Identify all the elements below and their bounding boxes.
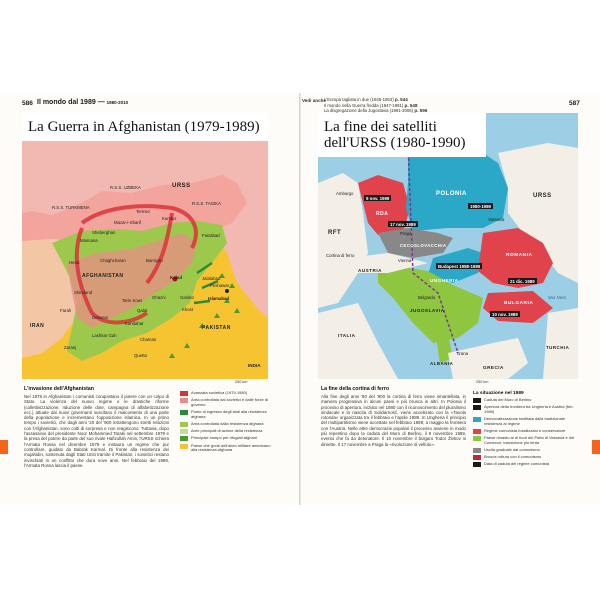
city-lashkargah: Lashkar Gah <box>92 333 117 338</box>
label-polonia: POLONIA <box>436 191 467 197</box>
label-romania: ROMANIA <box>506 253 533 258</box>
city-sheberghan: Sheberghan <box>92 230 116 235</box>
legend-item <box>473 436 577 445</box>
legend-label: Brusca rottura con il comunismo <box>484 453 542 459</box>
page-title-right: La fine dei satelliti dell'URSS (1980-1990) <box>318 113 486 157</box>
city-delaram: Delaram <box>92 315 109 320</box>
city-kunduz: Kunduz <box>162 216 177 221</box>
city-bamiyan: Bamiyan <box>146 258 163 263</box>
page-number-right: 587 <box>569 100 580 107</box>
city-khost: Khost <box>182 307 193 312</box>
legend-label: Apertura della frontiera tra Ungheria e Austria (feb. 1989) <box>484 404 574 414</box>
label-india: INDIA <box>248 363 261 368</box>
legend-label: Principale campo per rifugiati afghani <box>191 435 257 441</box>
city-praga: Praga <box>400 231 412 236</box>
legend-swatch <box>180 422 188 427</box>
city-shindand: Shindand <box>74 290 93 295</box>
legend-label: Aree principali di azione della resistenza <box>191 427 263 433</box>
legend-swatch <box>473 429 481 434</box>
city-islamabad: Islamabad <box>208 296 230 301</box>
legend-swatch <box>180 398 188 403</box>
city-belgrado: Belgrado <box>418 295 436 300</box>
city-farah: Farah <box>60 308 72 313</box>
legend-item <box>473 429 577 434</box>
date-sofia: 10 nov. 1989 <box>492 311 518 317</box>
label-albania: ALBANIA <box>430 361 454 366</box>
label-urss-right: URSS <box>533 193 552 199</box>
city-vienna: Vienna <box>398 258 412 263</box>
page-number-left: 586 <box>22 100 33 107</box>
label-pakistan: PAKISTAN <box>202 325 231 331</box>
city-ghazni: Ghazni <box>152 295 166 300</box>
legend-swatch <box>180 444 188 449</box>
label-jugoslavia: JUGOSLAVIA <box>410 308 445 313</box>
city-tirana: Tirana <box>456 351 469 356</box>
legend-swatch <box>180 429 188 434</box>
legend-item <box>473 448 577 453</box>
city-peshawar: Peshawar <box>210 283 230 288</box>
city-gardez: Gardez <box>180 295 195 300</box>
legend-item <box>180 436 272 441</box>
right-page <box>301 93 600 505</box>
label-afghanistan: AFGHANISTAN <box>82 273 124 279</box>
city-zaranj: Zaranj <box>64 345 77 350</box>
legend-label: Area controllata dai sovietici e dalle forze di governo <box>191 397 268 407</box>
legend-item <box>180 410 272 419</box>
city-herat: Herat <box>69 260 80 265</box>
legend-swatch <box>473 405 481 410</box>
legend-item <box>473 417 577 426</box>
city-tarinkowt: Tarin Kowt <box>122 298 143 303</box>
label-urss: URSS <box>172 183 191 189</box>
legend-item <box>180 391 272 396</box>
date-prague: 17 nov. 1989 <box>390 221 416 227</box>
label-austria: AUSTRIA <box>358 268 382 273</box>
running-title: Il mondo dal 1989 — 1980-2010 <box>37 99 129 106</box>
label-cortina-di-ferro: Cortina di ferro <box>326 253 355 258</box>
left-body-text: Nel 1978 in Afghanistan i comunisti conquistano il potere con un colpo di Stato. La violenza del nuovo regime e le drastiche riforme (collettivizzazione, riduzione delle dote, campagna di alfabetizzazione ecc.) attuate dai nuovi governanti suscitano il malcontento di una parte della popolazione e incrementano l'opposizione islamica. In un primo tempo i sovietici, che dagli anni '20 del '900 intrattengono stretti relazioni con l'Afghanistan, sono colti di sorpresa e non reagiscono. Tuttavia, dopo l'assassinio del presidente Noor Mohammed Taraki nel settembre 1979 e la presa del potere da parte del suo rivale Hafizullah Amin, l'URSS schiera l'Armata Rossa nel dicembre 1979 e instaura un regime che pur controllare, guidato da Babrak Karmal. Di fronte alla resistenza dei mujahidin, sostenuta dagli Stati Uniti tramite il Pakistan, i sovietici restano invischiati in un conflitto che dura nove anni. Nel febbraio del 1989, l'Armata Rossa lascia il paese. <box>24 394 169 468</box>
left-page-edge-tab <box>0 440 8 454</box>
label-grecia: GRECIA <box>483 365 504 370</box>
city-kandahar: Kandahar <box>125 321 144 326</box>
left-legend <box>180 391 272 455</box>
legend-item <box>473 398 577 403</box>
legend-label: Data di caduta del regime comunista <box>484 461 549 467</box>
city-qalat: Qalat <box>137 308 148 313</box>
see-also <box>302 97 428 114</box>
see-also-label: Vedi anche <box>302 98 327 103</box>
legend-swatch <box>473 398 481 403</box>
legend-swatch <box>473 448 481 453</box>
right-body-text: Alla fine degli anni '80 del '900 la cortina di ferro viene smantellata, in maniera progressiva in alcuni paesi e più brusca in altri. In Polonia il processo di apertura, iniziato nel 1980 con il riconoscimento del pluralismo sindacale e la nascita di Solidarność, viene accelerato con la «Tavola rotonda» organizzata tra il febbraio e l'aprile 1989. In Ungheria il principio del multipartitismo viene accettato nel febbraio 1989; a maggio la frontiera con l'Austria. Nelle altre democrazie popolari il processo avviene in modo più repentino dopo la caduta del Muro di Berlino, il 9 novembre 1989, evento che fa da detonatore. Il 10 novembre il bulgaro Todor Živkov si dimette. Il 17 novembre a Praga la «rivoluzione di velluto». <box>321 394 466 447</box>
date-warsaw: 1980-1989 <box>470 203 491 209</box>
legend-item <box>180 429 272 434</box>
legend-label: Area controllata dalla resistenza afghana <box>191 420 264 426</box>
left-page <box>0 93 299 505</box>
label-mar-nero: Mar Nero <box>548 295 566 300</box>
legend-label: Regime comunista fossilizzato e conservatore <box>484 427 566 433</box>
legend-swatch <box>180 391 188 396</box>
legend-label: Avanzata sovietica (1979-1980) <box>191 390 248 395</box>
legend-swatch <box>473 417 481 422</box>
city-varsavia: Varsavia <box>488 217 505 222</box>
legend-swatch <box>180 436 188 441</box>
label-ssr-uzbeka: R.S.S. UZBEKA <box>110 185 141 190</box>
legend-swatch <box>180 410 188 415</box>
label-ssr-tagika: R.S.S. TAGIKA <box>192 201 221 206</box>
legend-item <box>180 398 272 407</box>
legend-item <box>473 455 577 460</box>
legend-item <box>473 462 577 467</box>
label-ssr-turkmena: R.S.S. TURKMENA <box>52 205 90 210</box>
right-scale: 250 km <box>476 380 489 384</box>
see-also-item[interactable]: La disgregazione della Jugoslavia (1991-2006) p. 596 <box>324 108 428 114</box>
right-box-heading: La fine della cortina di ferro <box>321 386 390 392</box>
left-scale: 250 km <box>235 380 248 384</box>
legend-swatch <box>473 455 481 460</box>
date-berlin: 9 nov. 1989 <box>366 195 390 201</box>
label-rft: RFT <box>328 230 342 236</box>
legend-label: Democratizzazione facilitata dalla tradizionale resistenza al regime <box>484 415 565 426</box>
city-mazar: Mazar-i-Sharif <box>114 220 141 225</box>
city-chaghcharan: Chaghcharan <box>100 258 126 263</box>
right-page-edge-tab <box>592 440 600 454</box>
right-legend <box>473 398 577 470</box>
legend-label: Uscita graduale dal comunismo <box>484 446 540 452</box>
city-jalalabad: Jalalabad <box>202 276 221 281</box>
city-quetta: Quetta <box>134 353 147 358</box>
label-ungheria: UNGHERIA <box>430 278 459 283</box>
date-bucharest: 21 dic. 1989 <box>510 278 535 284</box>
legend-swatch <box>473 462 481 467</box>
city-faizabad: Faizabad <box>202 233 220 238</box>
city-kabul: Kabul <box>170 275 182 280</box>
legend-item <box>180 422 272 427</box>
right-legend-title: La situazione nel 1989 <box>473 391 524 396</box>
see-also-item[interactable]: L'Europa tagliata in due (1945-1953) p. 544 <box>324 97 408 102</box>
legend-item <box>180 444 272 453</box>
label-turchia: TURCHIA <box>546 345 570 350</box>
page-title-left: La Guerra in Afghanistan (1979-1989) <box>22 113 268 141</box>
legend-label: Paese rimasto al di fuori del Patto di Varsavia e del Comecon; transizione più lenta <box>484 434 575 445</box>
legend-swatch <box>473 436 481 441</box>
date-budapest: Budapest 1988-1989 <box>438 263 481 269</box>
legend-item <box>473 405 577 414</box>
legend-label: Punto di ingresso degli aiuti alla resistenza afghana <box>191 408 267 419</box>
legend-label: Caduta del Muro di Berlino <box>484 397 532 402</box>
see-also-item[interactable]: Il mondo nella Guerra fredda (1947-1991) p. 548 <box>324 102 418 108</box>
legend-label: Paese che gode dell'aiuto militare americano alla resistenza afghana <box>191 442 271 453</box>
afghanistan-map <box>22 113 268 379</box>
city-termez: Termez <box>136 209 151 214</box>
label-bulgaria: BULGARIA <box>504 301 534 306</box>
label-italia: ITALIA <box>338 333 356 338</box>
city-maimana: Maimana <box>80 238 98 243</box>
city-amburgo: Amburgo <box>336 191 354 196</box>
label-iran: IRAN <box>30 323 45 329</box>
label-cecoslovacchia: CECOSLOVACCHIA <box>400 243 447 248</box>
label-rda: RDA <box>376 211 389 217</box>
city-chaman: Chaman <box>140 337 157 342</box>
left-box-heading: L'invasione dell'Afghanistan <box>24 386 94 392</box>
